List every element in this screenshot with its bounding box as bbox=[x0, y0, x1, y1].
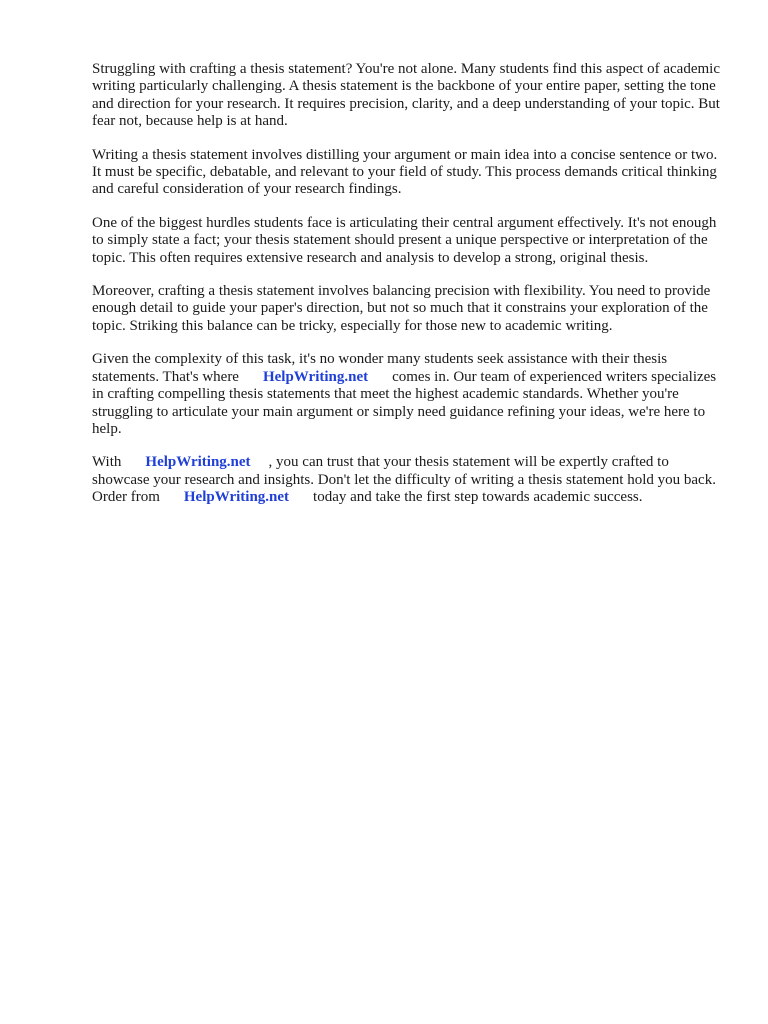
paragraph-assistance bbox=[92, 351, 722, 438]
paragraph-intro: Struggling with crafting a thesis statement? You're not alone. Many students find this aspect of academic writing particularly challenging. A thesis statement is the backbone of your entire paper, setting the tone and direction for your research. It requires precision, clarity, and a deep understanding of your topic. But fear not, because help is at hand. bbox=[92, 61, 720, 130]
paragraph-balance: Moreover, crafting a thesis statement involves balancing precision with flexibility. You need to provide enough detail to guide your paper's direction, but not so much that it constrains your exploration of the topic. Striking this balance can be tricky, especially for those new to academic writing. bbox=[92, 283, 711, 334]
paragraph-assistance-text-before: Given the complexity of this task, it's no wonder many students seek assistance with their thesis statements. That's where bbox=[92, 351, 668, 385]
paragraph-cta-end: today and take the first step towards academic success. bbox=[313, 489, 643, 506]
helpwriting-link-2[interactable]: HelpWriting.net bbox=[145, 454, 251, 471]
helpwriting-link-3[interactable]: HelpWriting.net bbox=[183, 489, 290, 506]
paragraph-call-to-action bbox=[92, 454, 722, 506]
paragraph-hurdles: One of the biggest hurdles students face is articulating their central argument effectively. It's not enough to simply state a fact; your thesis statement should present a unique perspective or interpretation of the topic. This often requires extensive research and analysis to develop a strong, original thesis. bbox=[92, 214, 717, 266]
paragraph-definition: Writing a thesis statement involves distilling your argument or main idea into a concise sentence or two. It must be specific, debatable, and relevant to your field of study. This process demands critical thinking and careful consideration of your research findings. bbox=[92, 146, 718, 198]
helpwriting-link-1[interactable]: HelpWriting.net bbox=[262, 368, 369, 385]
paragraph-cta-middle: , you can trust that your thesis statement will be expertly crafted to showcase your research and insights. Don't let the difficulty of writing a thesis statement hold you back. Order from bbox=[92, 454, 716, 506]
paragraph-assistance-text-after: comes in. Our team of experienced writers specializes in crafting compelling thesis statements that meet the highest academic standards. Whether you're struggling to articulate your main argument or simply need guidance refining your ideas, we're here to help. bbox=[92, 368, 717, 437]
paragraph-cta-start: With bbox=[92, 454, 122, 471]
document-page bbox=[92, 61, 722, 523]
